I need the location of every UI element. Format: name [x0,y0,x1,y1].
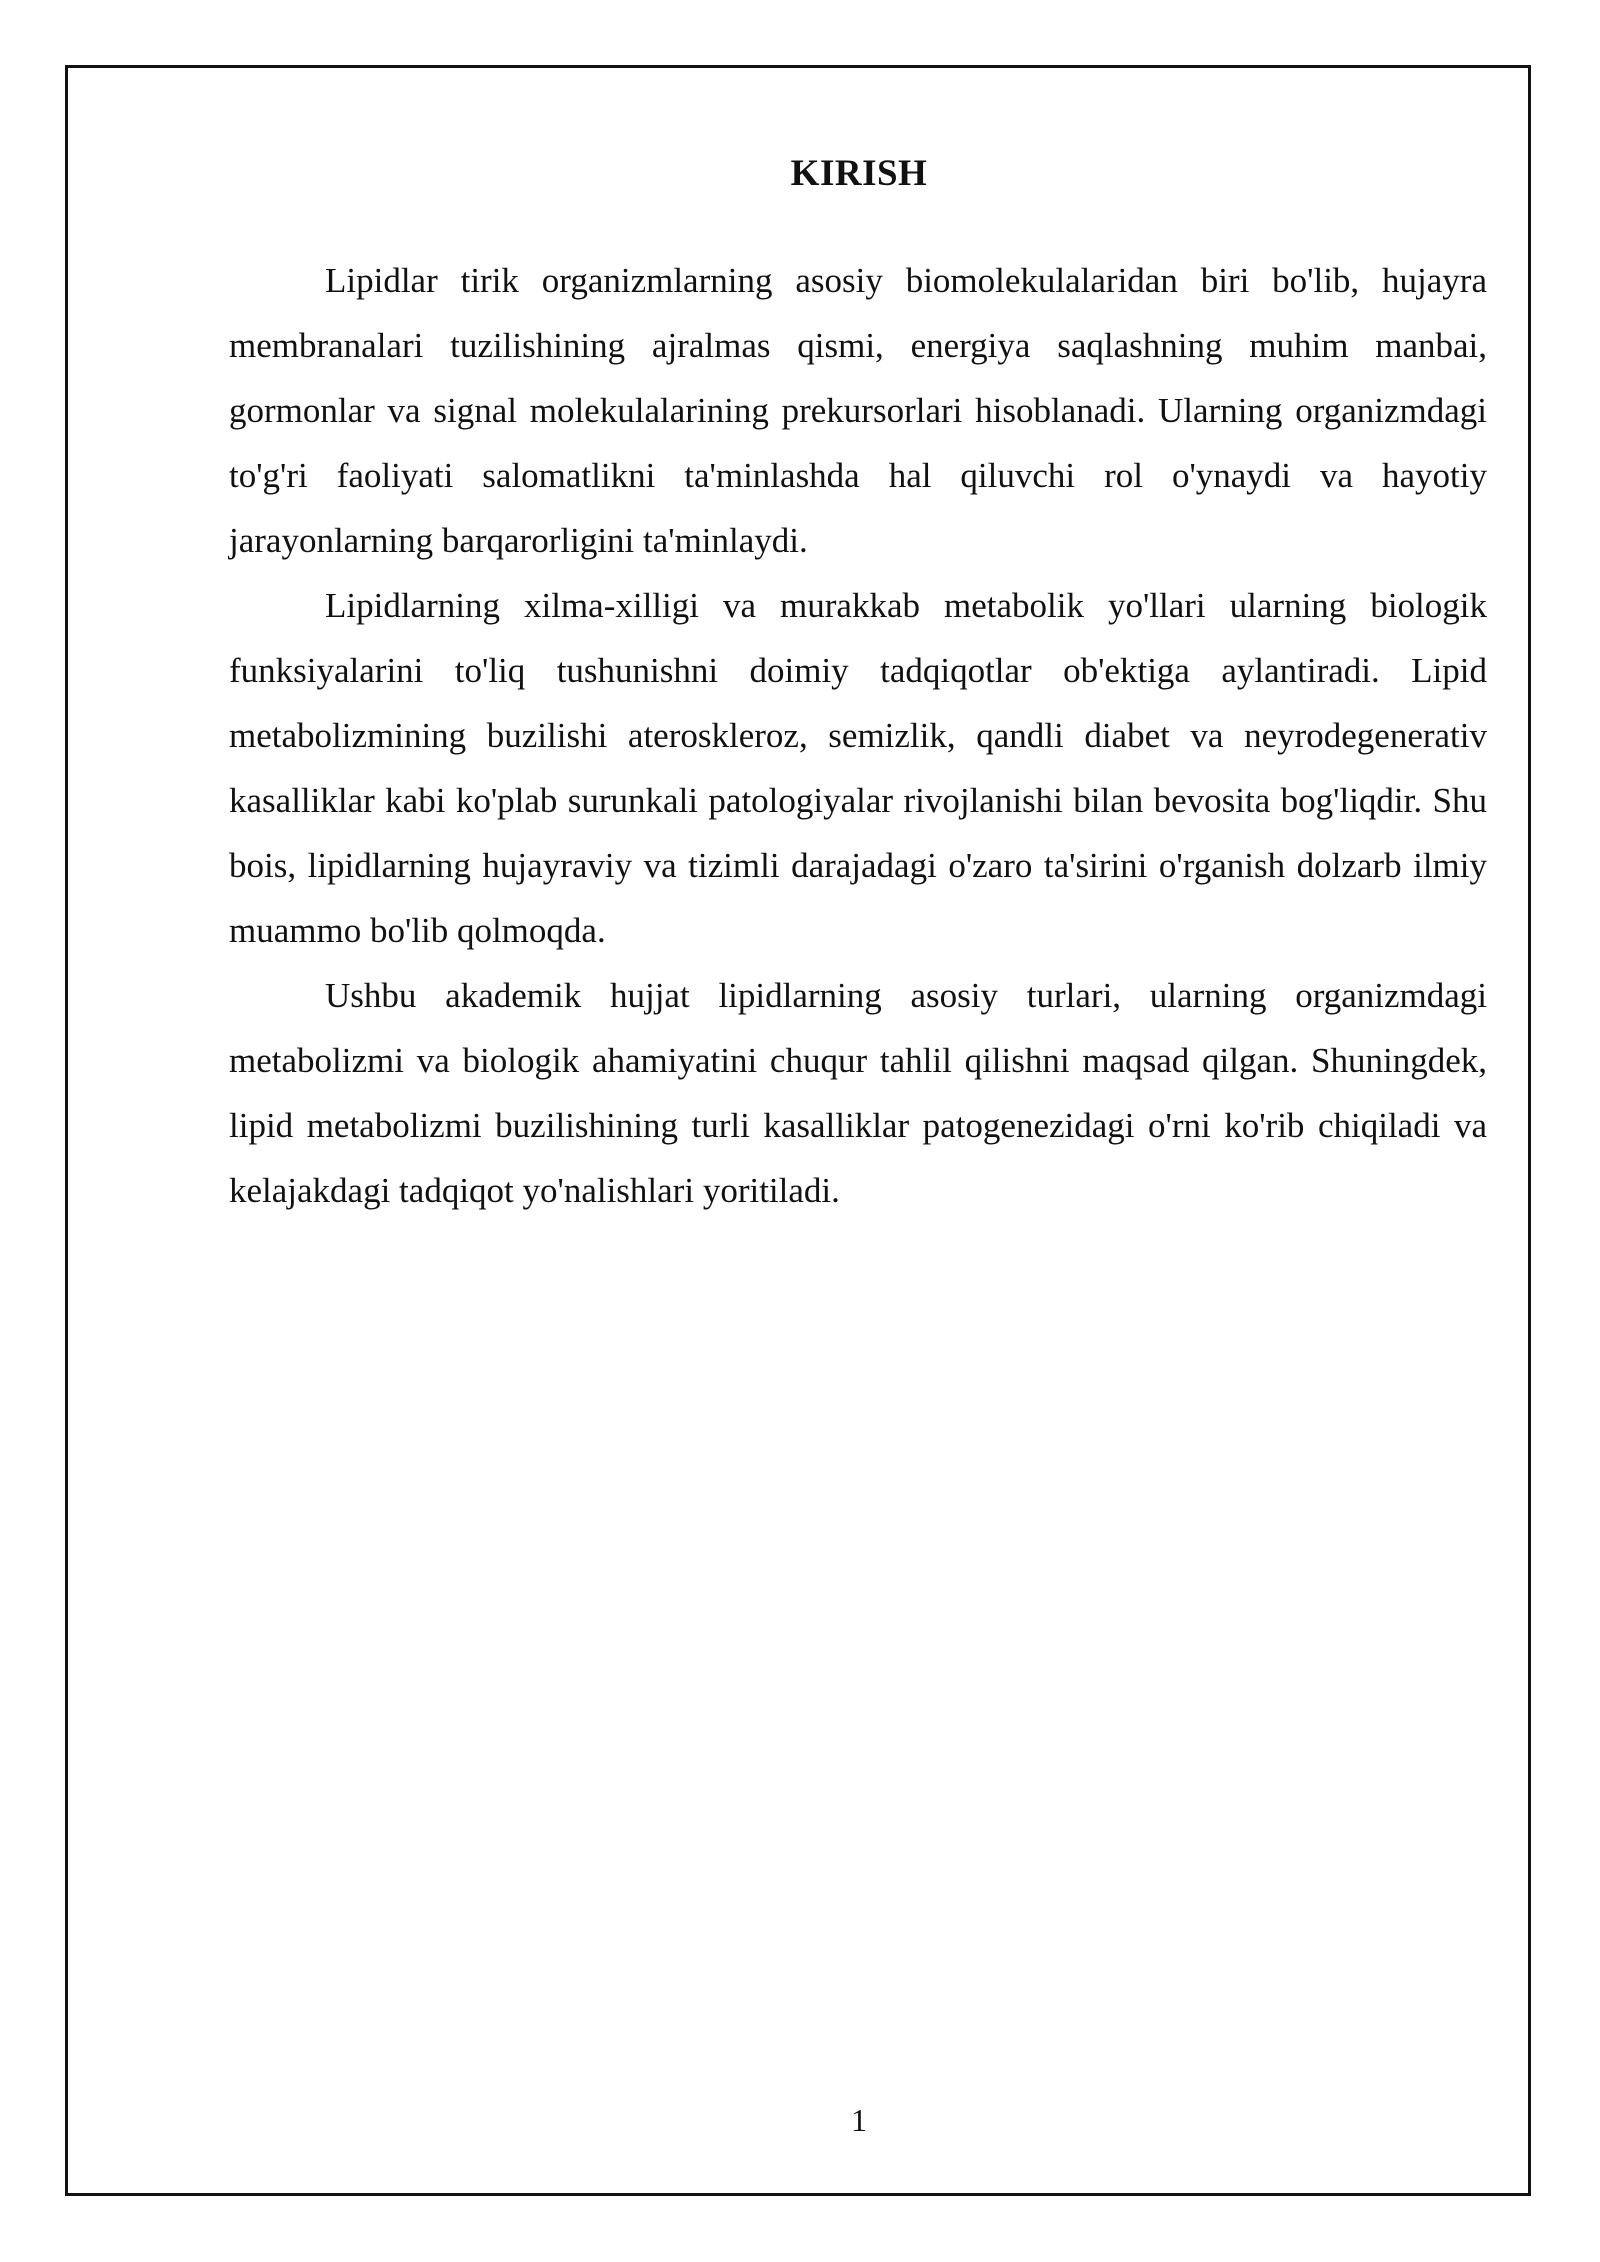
page-number: 1 [851,2102,867,2138]
body-text [229,248,1487,1223]
paragraph-1: Lipidlar tirik organizmlarning asosiy biomolekulalaridan biri bo'lib, hujayra membranalari tuzilishining ajralmas qismi, energiya saqlashning muhim manbai, gormonlar va signal molekulalarining prekursorlari hisoblanadi. Ularning organizmdagi to'g'ri faoliyati salomatlikni ta'minlashda hal qiluvchi rol o'ynaydi va hayotiy jarayonlarning barqarorligini ta'minlaydi. [229,261,1487,560]
paragraph-3: Ushbu akademik hujjat lipidlarning asosiy turlari, ularning organizmdagi metabolizmi va biologik ahamiyatini chuqur tahlil qilishni maqsad qilgan. Shuningdek, lipid metabolizmi buzilishining turli kasalliklar patogenezidagi o'rni ko'rib chiqiladi va kelajakdagi tadqiqot yo'nalishlari yoritiladi. [229,976,1487,1210]
section-heading: KIRISH [790,153,928,194]
paragraph-2: Lipidlarning xilma-xilligi va murakkab metabolik yo'llari ularning biologik funksiyalarini to'liq tushunishni doimiy tadqiqotlar ob'ektiga aylantiradi. Lipid metabolizmining buzilishi ateroskleroz, semizlik, qandli diabet va neyrodegenerativ kasalliklar kabi ko'plab surunkali patologiyalar rivojlanishi bilan bevosita bog'liqdir. Shu bois, lipidlarning hujayraviy va tizimli darajadagi o'zaro ta'sirini o'rganish dolzarb ilmiy muammo bo'lib qolmoqda. [229,586,1487,950]
